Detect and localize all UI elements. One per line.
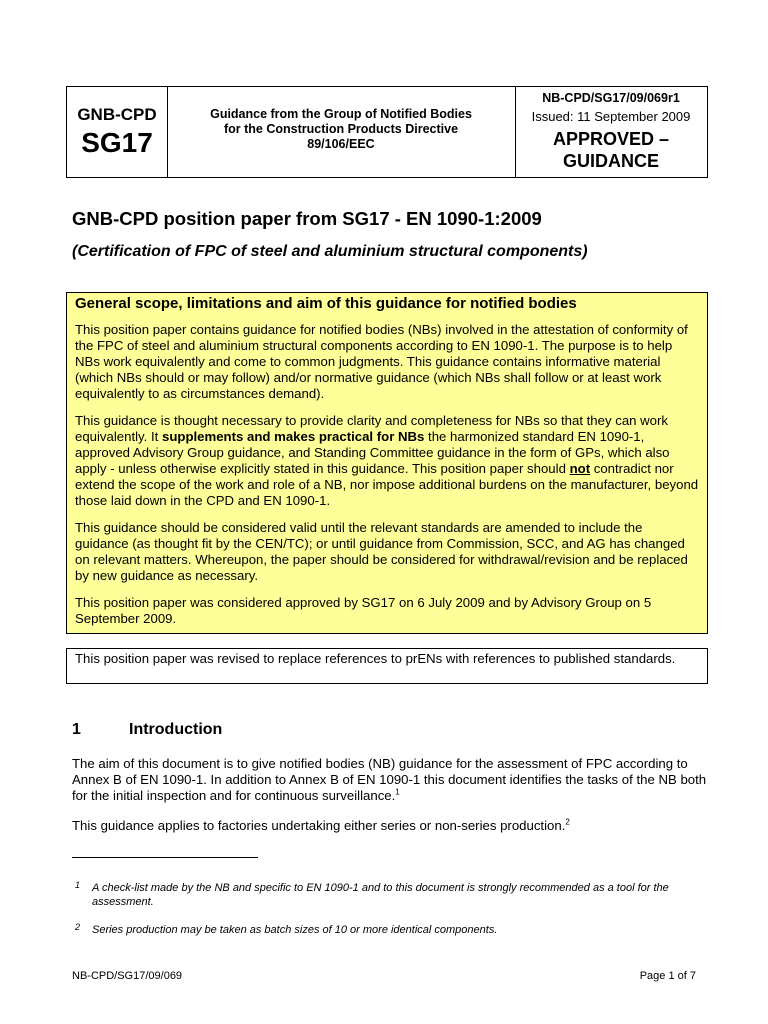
header-description-line: for the Construction Products Directive	[223, 122, 459, 136]
header-org-cell	[67, 87, 168, 177]
footnote-number: 1	[75, 880, 81, 890]
scope-text: the harmonized standard EN 1090-1, approved Advisory Group guidance, and Standing Committee guidance in the form of GPs, which also apply - unless otherwise explicitly stated in this guidance. This position paper should	[75, 429, 670, 476]
section-number: 1	[72, 721, 81, 738]
header-table	[66, 86, 708, 178]
footer-page-number: Page 1 of 7	[639, 970, 696, 982]
footnote-text: Series production may be taken as batch sizes of 10 or more identical components.	[92, 924, 498, 936]
scope-text: contradict nor extend the scope of the work and role of a NB, nor impose additional burdens on the manufacturer, beyond those laid down in the CPD and EN 1090-1.	[75, 461, 699, 508]
footnote-ref[interactable]: 1	[395, 787, 400, 797]
scope-bold-text: supplements and makes practical for NBs	[162, 429, 425, 444]
header-description-line: Guidance from the Group of Notified Bodies	[210, 107, 472, 121]
header-status-cell	[515, 87, 707, 177]
scope-text: This guidance is thought necessary to provide clarity and completeness for NBs so that they can work equivalently. It	[75, 413, 669, 444]
issue-date: Issued: 11 September 2009	[531, 109, 691, 124]
footnote-number: 2	[75, 922, 81, 932]
revision-note: This position paper was revised to replace references to prENs with references to published standards.	[66, 648, 708, 684]
org-name: GNB-CPD	[77, 105, 157, 124]
document-subtitle: (Certification of FPC of steel and aluminium structural components)	[72, 243, 588, 260]
header-description-cell	[167, 87, 516, 177]
footnote-ref[interactable]: 2	[565, 817, 570, 827]
scope-paragraph: This position paper contains guidance for notified bodies (NBs) involved in the attestation of conformity of the FPC of steel and aluminium structural components according to EN 1090-1. The purpose is to help NBs work equivalently and come to common judgments. This guidance contains informative material (which NBs should or may follow) and/or normative guidance (which NBs shall follow or at least work equivalently to as circumstances demand).	[75, 322, 688, 401]
scope-paragraph: This position paper was considered approved by SG17 on 6 July 2009 and by Advisory Group on 5 September 2009.	[75, 595, 652, 626]
document-title: GNB-CPD position paper from SG17 - EN 1090-1:2009	[72, 208, 542, 229]
intro-text: The aim of this document is to give notified bodies (NB) guidance for the assessment of FPC according to Annex B of EN 1090-1. In addition to Annex B of EN 1090-1 this document identifies the tasks of the NB both for the initial inspection and for continuous surveillance.	[72, 756, 707, 803]
approval-status	[515, 128, 707, 172]
intro-paragraph	[72, 756, 712, 804]
scope-box	[66, 292, 708, 634]
group-name: SG17	[81, 127, 153, 158]
scope-paragraph	[75, 413, 699, 509]
approval-status-line: GUIDANCE	[562, 151, 659, 171]
scope-heading: General scope, limitations and aim of this guidance for notified bodies	[75, 295, 577, 312]
scope-emphasis-not: not	[569, 461, 591, 476]
footnote-text: A check-list made by the NB and specific to EN 1090-1 and to this document is strongly recommended as a tool for the assessment.	[92, 882, 669, 908]
approval-status-line: APPROVED –	[552, 129, 670, 149]
header-description	[167, 107, 515, 152]
footnote-separator	[72, 857, 258, 858]
intro-text: This guidance applies to factories undertaking either series or non-series production.	[72, 818, 566, 833]
footer-doc-ref: NB-CPD/SG17/09/069	[72, 970, 183, 982]
scope-paragraph: This guidance should be considered valid until the relevant standards are amended to include the guidance (as thought fit by the CEN/TC); or until guidance from Commission, SCC, and AG has changed on relevant matters. Whereupon, the paper should be considered for withdrawal/revision and be replaced by new guidance as necessary.	[75, 520, 688, 583]
section-title: Introduction	[129, 721, 223, 738]
header-description-line: 89/106/EEC	[307, 137, 375, 151]
intro-paragraph	[72, 818, 712, 834]
document-reference: NB-CPD/SG17/09/069r1	[542, 91, 680, 105]
